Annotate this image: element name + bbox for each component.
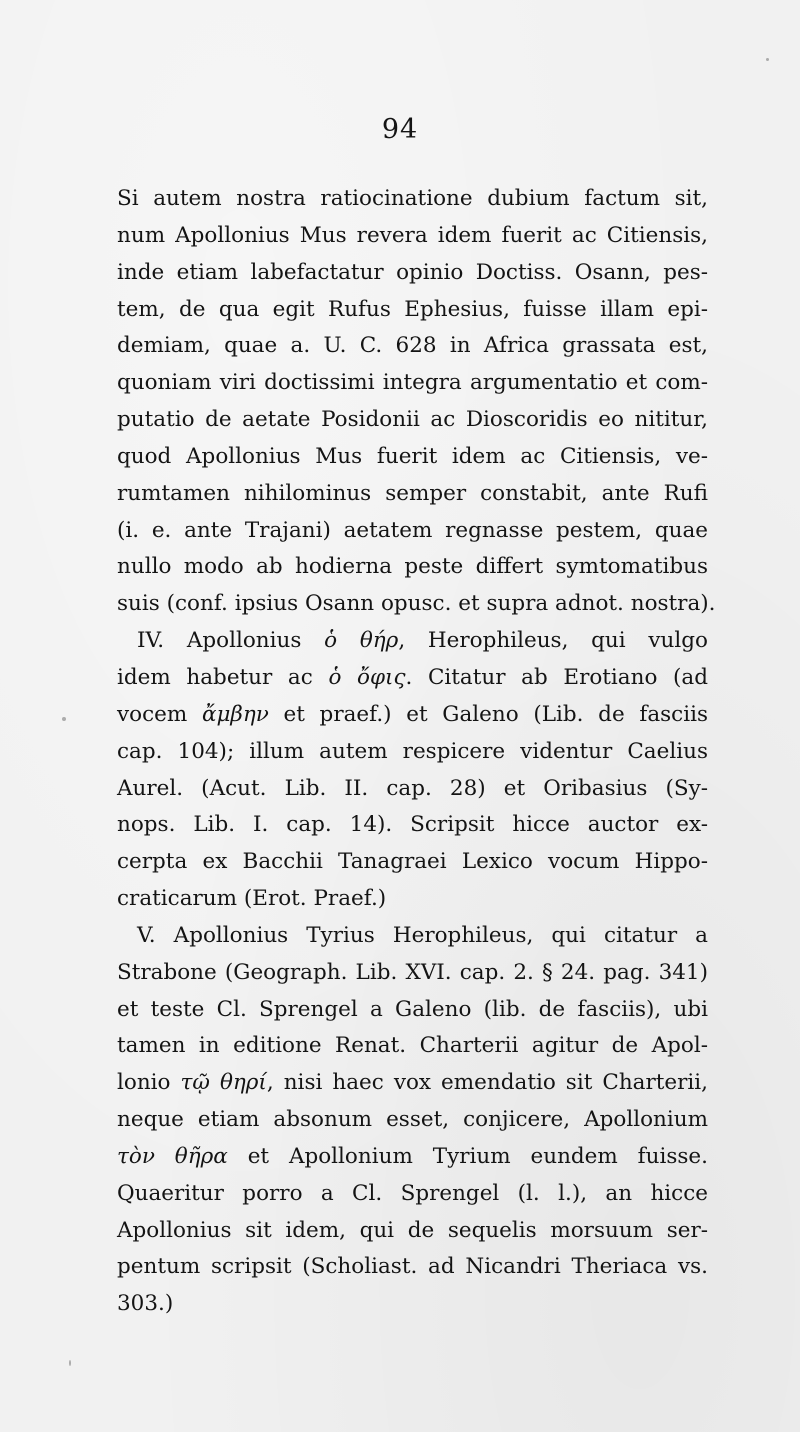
- text-line: [117, 771, 708, 808]
- line-text: et teste Cl. Sprengel a Galeno (lib. de fasciis), ubi: [117, 996, 708, 1022]
- text-line: [117, 734, 708, 771]
- text-line: [117, 623, 708, 660]
- line-text: cap. 104); illum autem respicere videntur Caelius: [117, 738, 708, 764]
- text-line: [117, 181, 708, 218]
- text-line: [117, 881, 708, 918]
- text-line: [117, 1102, 708, 1139]
- line-text: Strabone (Geograph. Lib. XVI. cap. 2. § 24. pag. 341): [117, 959, 708, 985]
- text-line: [117, 918, 708, 955]
- text-line: [117, 1028, 708, 1065]
- text-line: [117, 1286, 708, 1323]
- text-line: [117, 476, 708, 513]
- line-text: V. Apollonius Tyrius Herophileus, qui citatur a: [137, 922, 708, 948]
- line-text: et praef.) et Galeno (Lib. de fasciis: [268, 701, 708, 727]
- text-line: [117, 1213, 708, 1250]
- text-line: [117, 697, 708, 734]
- line-text: , Herophileus, qui vulgo: [398, 628, 708, 654]
- text-line: [117, 844, 708, 881]
- line-text: nullo modo ab hodierna peste differt symtomatibus: [117, 554, 708, 580]
- line-text: neque etiam absonum esset, conjicere, Apollonium: [117, 1107, 708, 1133]
- text-line: [117, 1176, 708, 1213]
- greek-phrase: ὁ ὄφις: [328, 664, 406, 690]
- line-text: num Apollonius Mus revera idem fuerit ac Citiensis,: [117, 222, 708, 248]
- line-text: quod Apollonius Mus fuerit idem ac Citiensis, ve-: [117, 443, 708, 469]
- body-text: [117, 181, 716, 1323]
- line-text: demiam, quae a. U. C. 628 in Africa grassata est,: [117, 333, 708, 359]
- text-line: [117, 513, 708, 550]
- text-line: [117, 586, 716, 623]
- text-line: [117, 1065, 708, 1102]
- print-speck: [69, 1360, 71, 1366]
- text-line: [117, 365, 708, 402]
- line-text: , nisi haec vox emendatio sit Charterii,: [266, 1070, 708, 1096]
- line-text: suis (conf. ipsius Osann opusc. et supra adnot. nostra).: [117, 591, 716, 617]
- line-text: rumtamen nihilominus semper constabit, ante Rufi: [117, 480, 708, 506]
- text-line: [117, 992, 708, 1029]
- text-line: [117, 328, 708, 365]
- line-text: Apollonius sit idem, qui de sequelis morsuum ser-: [117, 1217, 708, 1243]
- line-text: nops. Lib. I. cap. 14). Scripsit hicce auctor ex-: [117, 812, 708, 838]
- line-text: quoniam viri doctissimi integra argumentatio et com-: [117, 370, 708, 396]
- text-line: [117, 955, 708, 992]
- text-line: [117, 255, 708, 292]
- text-line: [117, 292, 708, 329]
- greek-phrase: τῷ θηρί: [180, 1070, 267, 1096]
- line-text: tem, de qua egit Rufus Ephesius, fuisse illam epi-: [117, 296, 708, 322]
- text-line: [117, 218, 708, 255]
- line-text: putatio de aetate Posidonii ac Dioscoridis eo nititur,: [117, 407, 708, 433]
- print-speck: [766, 58, 769, 61]
- greek-phrase: ἄμβην: [201, 701, 269, 727]
- text-line: [117, 549, 708, 586]
- line-text: lonio: [117, 1070, 181, 1096]
- line-text: . Citatur ab Erotiano (ad: [405, 664, 709, 690]
- text-line: [117, 807, 708, 844]
- text-line: [117, 1249, 708, 1286]
- greek-phrase: ὁ θήρ: [324, 628, 399, 654]
- text-line: [117, 660, 708, 697]
- line-text: (i. e. ante Trajani) aetatem regnasse pestem, quae: [117, 517, 708, 543]
- line-text: pentum scripsit (Scholiast. ad Nicandri Theriaca vs.: [117, 1254, 708, 1280]
- line-text: et Apollonium Tyrium eundem fuisse.: [227, 1143, 708, 1169]
- line-text: Aurel. (Acut. Lib. II. cap. 28) et Oribasius (Sy-: [117, 775, 708, 801]
- line-text: cerpta ex Bacchii Tanagraei Lexico vocum Hippo-: [117, 849, 708, 875]
- text-line: [117, 439, 708, 476]
- text-line: [117, 1139, 708, 1176]
- line-text: vocem: [117, 701, 202, 727]
- line-text: tamen in editione Renat. Charterii agitur de Apol-: [117, 1033, 708, 1059]
- print-speck: [62, 717, 66, 721]
- line-text: inde etiam labefactatur opinio Doctiss. Osann, pes-: [117, 259, 708, 285]
- line-text: Si autem nostra ratiocinatione dubium factum sit,: [117, 186, 708, 211]
- page-number: 94: [381, 114, 419, 145]
- line-text: craticarum (Erot. Praef.): [117, 886, 387, 912]
- line-text: 303.): [117, 1291, 174, 1317]
- text-line: [117, 402, 708, 439]
- line-text: Quaeritur porro a Cl. Sprengel (l. l.), an hicce: [117, 1180, 708, 1206]
- greek-phrase: τὸν θῆρα: [117, 1143, 228, 1169]
- line-text: IV. Apollonius: [137, 628, 325, 654]
- line-text: idem habetur ac: [117, 664, 329, 690]
